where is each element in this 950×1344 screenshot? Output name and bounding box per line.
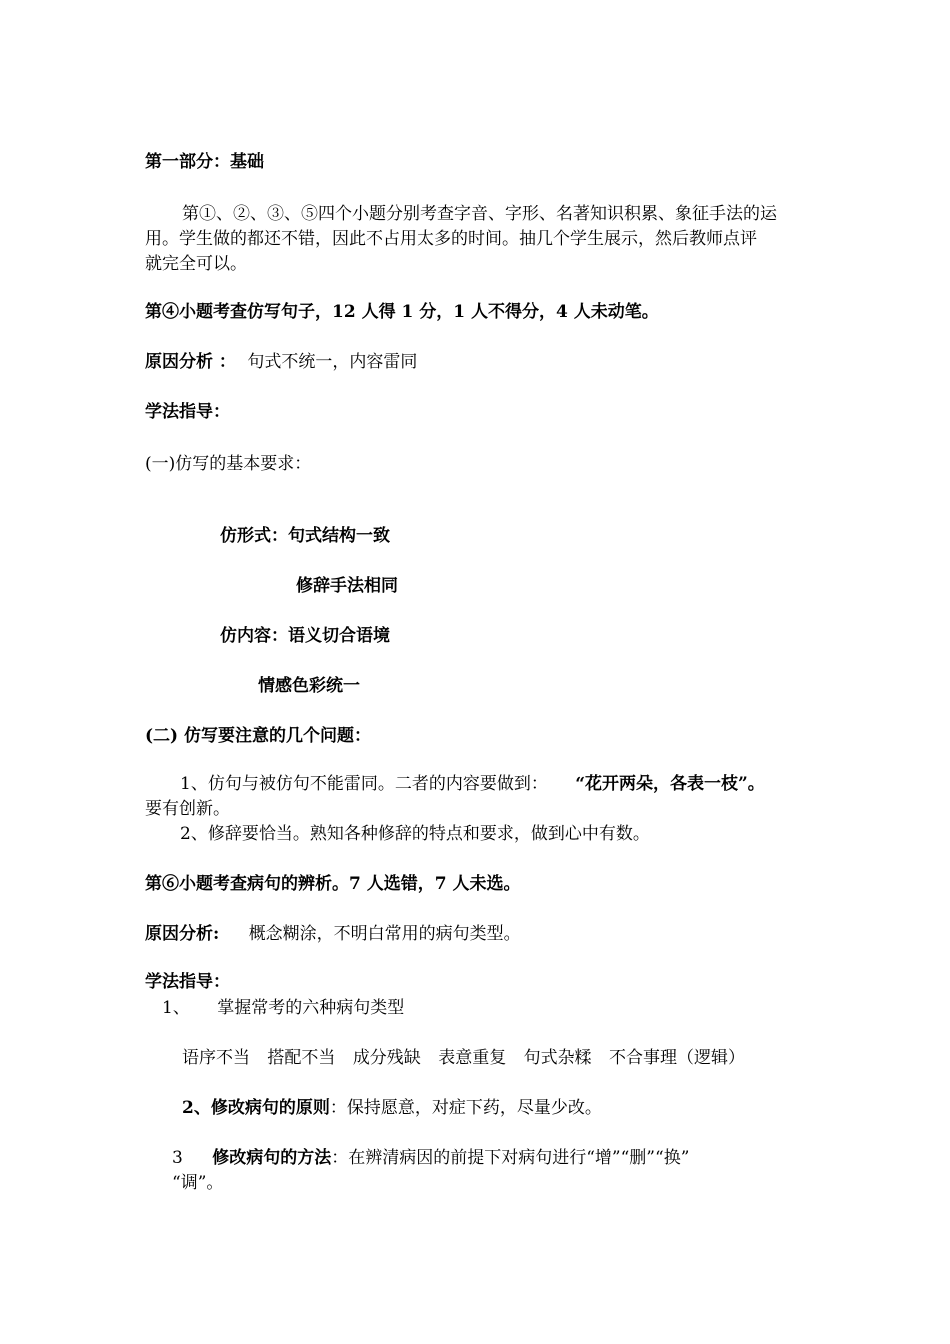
issue-1-quote: “花开两朵，各表一枝”。 [575,774,765,794]
q6-point-2-label: 2、修改病句的原则 [182,1098,330,1118]
form-item-1: 句式结构一致 [288,526,390,546]
form-row [220,524,390,548]
q6-method-label: 学法指导： [145,972,230,992]
q6-point-1 [162,996,404,1020]
q6-point-3-label: 修改病句的方法 [212,1148,332,1168]
section-heading: 第一部分：基础 [145,152,264,172]
intro-line-1: 第①、②、③、⑤四个小题分别考查字音、字形、名著知识积累、象征手法的运 [182,204,777,224]
q6-cause [145,922,521,946]
content-label: 仿内容： [220,626,288,646]
q6-point-3-num: 3 [172,1148,183,1168]
q4-heading: 第④小题考查仿写句子，12 人得 1 分，1 人不得分，4 人未动笔。 [145,302,659,322]
intro-line-3: 就完全可以。 [145,254,247,274]
q4-cause-label: 原因分析 ： [145,352,236,372]
q6-point-3-line-2: “调”。 [172,1173,224,1193]
q4-requirements-title: (一)仿写的基本要求： [145,454,312,474]
error-type: 不合事理（逻辑） [609,1048,746,1068]
q6-heading: 第⑥小题考查病句的辨析。7 人选错，7 人未选。 [145,874,521,894]
form-item-2: 修辞手法相同 [296,576,398,596]
error-type: 表意重复 [438,1048,507,1068]
q6-point-1-text: 掌握常考的六种病句类型 [217,998,405,1018]
q6-point-3-text: ：在辨清病因的前提下对病句进行“增”“删”“换” [331,1148,690,1168]
q4-method-label: 学法指导： [145,402,230,422]
sentence-error-types [182,1046,745,1070]
q4-cause-text: 句式不统一，内容雷同 [247,352,418,372]
error-type: 成分残缺 [352,1048,421,1068]
form-label: 仿形式： [220,526,288,546]
issue-1 [180,772,765,796]
q6-point-1-num: 1、 [162,998,190,1018]
q6-cause-text: 概念糊涂，不明白常用的病句类型。 [248,924,521,944]
content-row [220,624,390,648]
issue-1-text: 1、仿句与被仿句不能雷同。二者的内容要做到： [180,774,548,794]
error-type: 搭配不当 [267,1048,336,1068]
content-item-1: 语义切合语境 [288,626,390,646]
error-type: 语序不当 [182,1048,250,1068]
issue-2: 2、修辞要恰当。熟知各种修辞的特点和要求，做到心中有数。 [180,824,650,844]
q4-cause [145,350,417,374]
q6-point-2-text: ：保持愿意，对症下药，尽量少改。 [329,1098,602,1118]
q4-issues-title: (二) 仿写要注意的几个问题： [145,726,372,746]
intro-line-2: 用。学生做的都还不错，因此不占用太多的时间。抽几个学生展示，然后教师点评 [145,229,757,249]
q6-point-2 [182,1096,602,1120]
error-type: 句式杂糅 [523,1048,592,1068]
q6-cause-label: 原因分析: [145,924,220,944]
q6-point-3 [172,1146,689,1170]
content-item-2: 情感色彩统一 [258,676,360,696]
issue-1-line-2: 要有创新。 [145,799,230,819]
